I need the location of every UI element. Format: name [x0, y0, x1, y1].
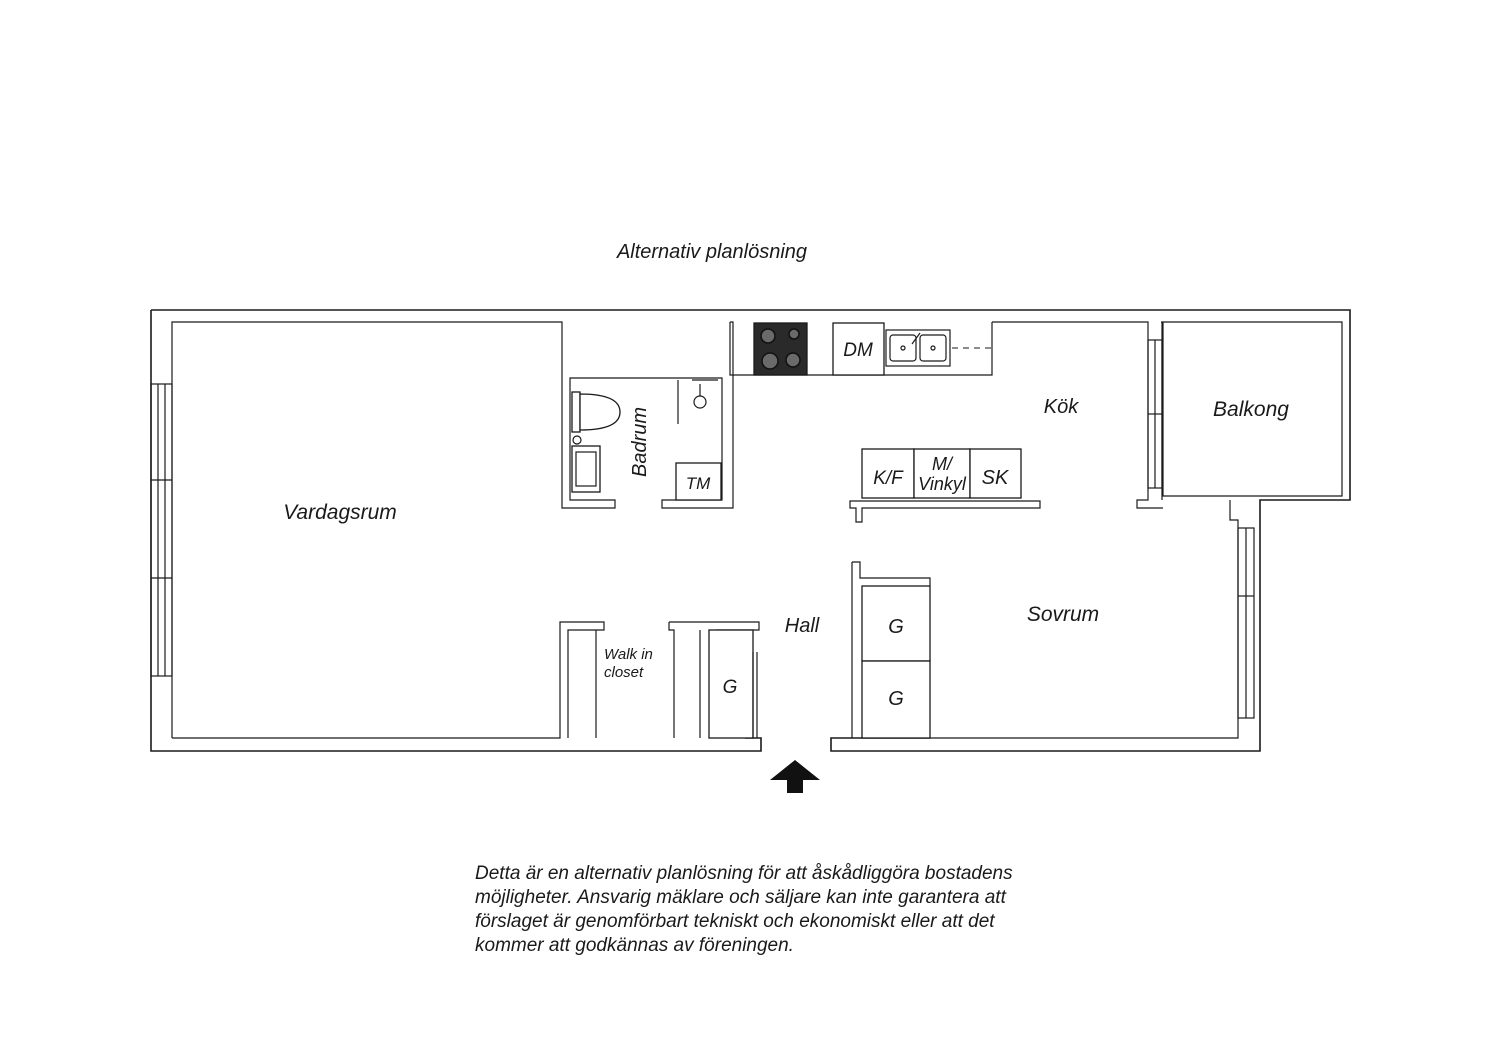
disclaimer-text: [475, 862, 1115, 958]
dm-label: DM: [843, 340, 873, 361]
g-label-sovrum-2: G: [888, 688, 904, 710]
g-label-hall: G: [722, 677, 738, 698]
kf-label: K/F: [873, 468, 903, 489]
room-label-balkong: Balkong: [1213, 398, 1289, 421]
disclaimer-line-2: möjligheter. Ansvarig mäklare och säljare kan inte garantera att: [475, 887, 1006, 908]
toilet-icon: [572, 392, 580, 432]
room-label-badrum: Badrum: [629, 406, 651, 478]
disclaimer-line-3: förslaget är genomförbart tekniskt och ekonomiskt eller att det: [475, 911, 995, 932]
appliance-row: [850, 449, 1040, 522]
shower-icon: [678, 380, 718, 424]
room-label-hall: Hall: [784, 615, 820, 637]
sovrum-wardrobes: [852, 562, 930, 738]
window-left: [151, 384, 172, 676]
plan-title: Alternativ planlösning: [616, 241, 808, 263]
room-label-kok: Kök: [1043, 396, 1079, 418]
disclaimer-line-4: kommer att godkännas av föreningen.: [475, 935, 794, 956]
g-label-sovrum-1: G: [888, 616, 904, 638]
mv-label-line1: M/: [932, 454, 952, 474]
mv-label-line2: Vinkyl: [918, 474, 966, 494]
disclaimer-line-1: Detta är en alternativ planlösning för att åskådliggöra bostadens: [475, 863, 1013, 884]
kitchen-counter: [754, 323, 992, 375]
bathroom-fixtures: [572, 380, 721, 500]
walk-in-closet-label-1: Walk in: [604, 646, 653, 663]
room-label-sovrum: Sovrum: [1026, 603, 1100, 626]
tm-label: TM: [685, 474, 711, 493]
room-label-vardagsrum: Vardagsrum: [283, 501, 397, 524]
closet-walls: [596, 622, 759, 738]
sk-label: SK: [981, 467, 1009, 489]
window-right: [1238, 528, 1254, 718]
stove-icon: [754, 323, 807, 375]
entrance-arrow-icon: [770, 760, 820, 793]
walk-in-closet-label-2: closet: [604, 664, 644, 681]
kitchen-sink-icon: [886, 330, 992, 366]
window-balcony: [1148, 340, 1162, 488]
